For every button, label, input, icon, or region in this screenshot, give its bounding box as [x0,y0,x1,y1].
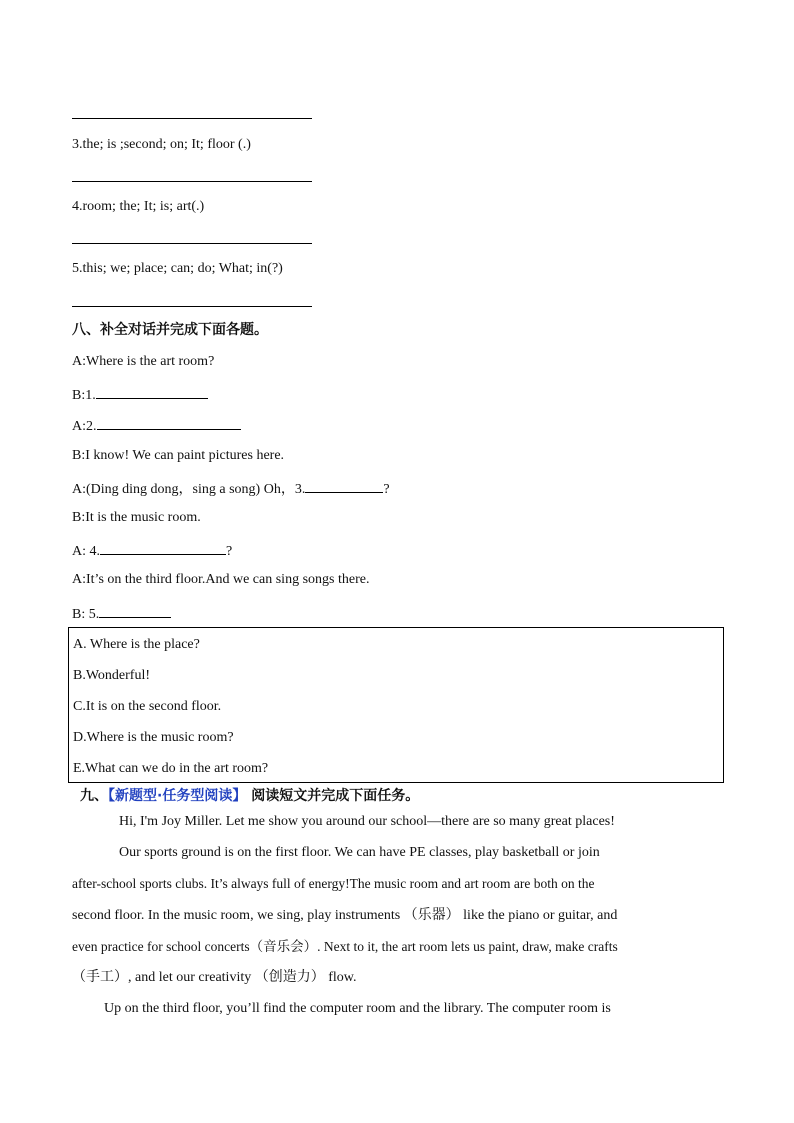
answer-blank-2[interactable] [97,415,241,430]
answer-line-2 [72,118,312,119]
passage-line-2: Our sports ground is on the first floor. We can have PE classes, play basketball or join [119,845,600,860]
passage-line-6: （手工）, and let our creativity （创造力） flow. [72,970,357,985]
dialogue-line-1: A:Where is the art room? [72,354,215,369]
exercise-item-4: 4.room; the; It; is; art(.) [72,199,205,214]
dialogue-line-8: A:It’s on the third floor.And we can sing songs there. [72,572,370,587]
answer-blank-4[interactable] [100,540,226,555]
dialogue-line-3 [72,415,241,436]
passage-line-4: second floor. In the music room, we sing, play instruments （乐器） like the piano or guitar, and [72,908,618,923]
dialogue-line-5-prefix: A:(Ding ding dong，sing a song) Oh，3. [72,482,306,497]
section-nine-number: 九、 [80,788,108,804]
answer-blank-3[interactable] [305,478,383,493]
section-nine-tag: 【新题型·任务型阅读】 [108,788,247,804]
passage-line-1: Hi, I'm Joy Miller. Let me show you around our school—there are so many great places! [119,814,615,829]
answer-line-5 [72,306,312,307]
dialogue-line-7-prefix: A: 4. [72,544,100,559]
passage-line-5: even practice for school concerts（音乐会）. Next to it, the art room lets us paint, draw, make crafts [72,939,618,954]
dialogue-line-2 [72,384,208,405]
passage-line-7: Up on the third floor, you’ll find the computer room and the library. The computer room is [104,1001,611,1016]
section-nine-heading [80,787,419,805]
option-b: B.Wonderful! [73,668,151,683]
option-d: D.Where is the music room? [73,730,234,745]
dialogue-line-5-suffix: ? [383,482,390,497]
answer-line-3 [72,181,312,182]
dialogue-line-2-prefix: B:1. [72,388,96,403]
dialogue-line-9-prefix: B: 5. [72,607,100,622]
passage-line-3: after-school sports clubs. It’s always full of energy!The music room and art room are both on the [72,876,595,891]
dialogue-line-4: B:I know! We can paint pictures here. [72,448,285,463]
answer-blank-1[interactable] [96,384,208,399]
exercise-item-5: 5.this; we; place; can; do; What; in(?) [72,261,283,276]
dialogue-line-7 [72,540,232,561]
section-eight-heading: 八、补全对话并完成下面各题。 [72,322,268,338]
option-e: E.What can we do in the art room? [73,761,269,776]
answer-line-4 [72,243,312,244]
dialogue-line-5 [72,478,390,499]
exercise-item-3: 3.the; is ;second; on; It; floor (.) [72,137,251,152]
dialogue-line-6: B:It is the music room. [72,510,201,525]
options-box [68,627,724,783]
section-nine-instruction: 阅读短文并完成下面任务。 [246,788,420,804]
answer-blank-5[interactable] [99,603,171,618]
dialogue-line-7-suffix: ? [226,544,233,559]
option-a: A. Where is the place? [73,637,200,652]
dialogue-line-3-prefix: A:2. [72,419,97,434]
option-c: C.It is on the second floor. [73,699,222,714]
dialogue-line-9 [72,603,171,624]
